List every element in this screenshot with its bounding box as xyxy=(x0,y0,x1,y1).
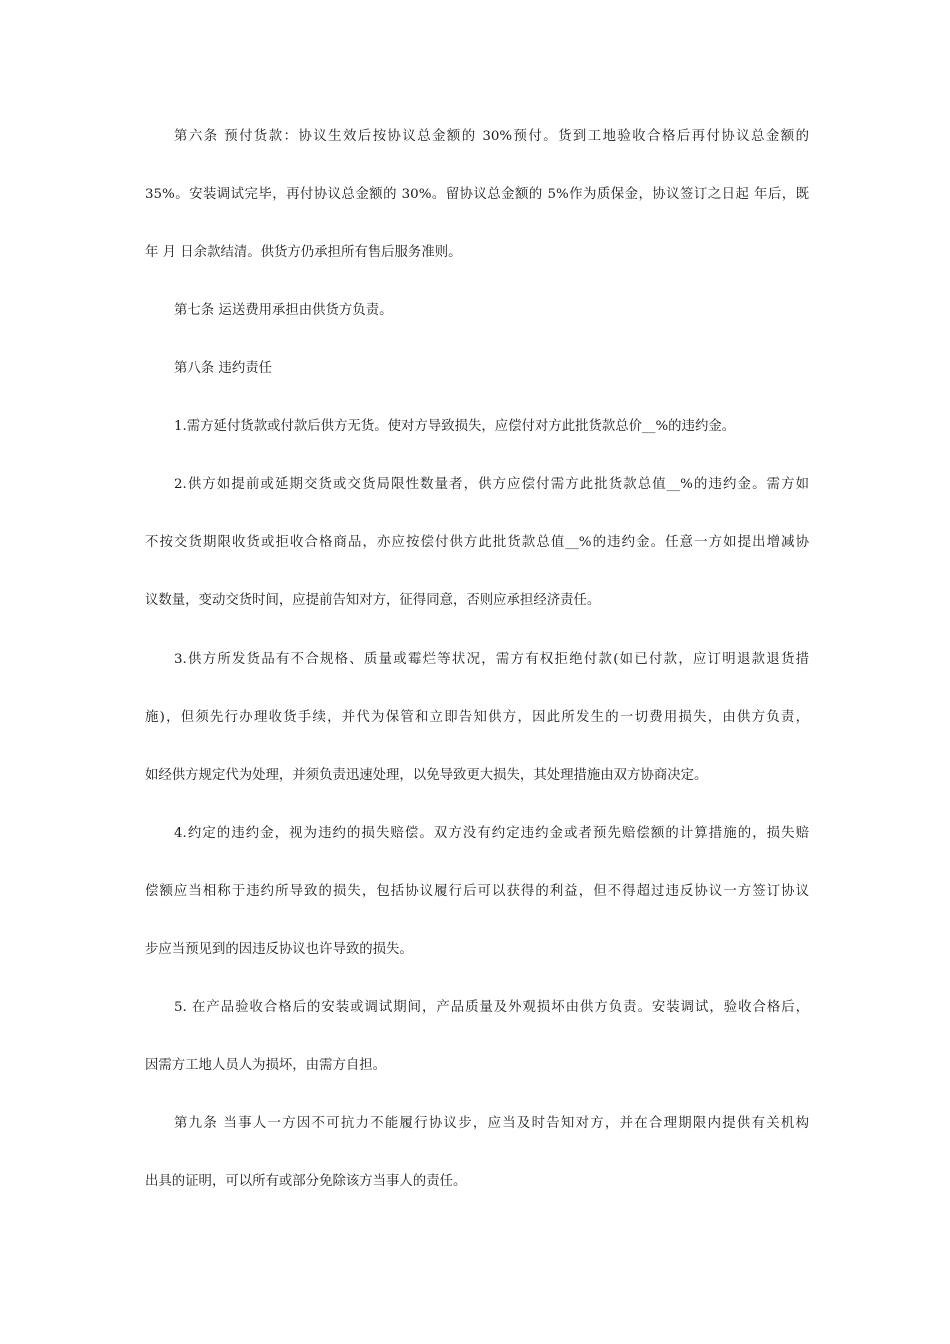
clause-3-line-1: 3.供方所发货品有不合规格、质量或霉烂等状况，需方有权拒绝付款(如已付款，应订明退款退货措 xyxy=(174,652,809,667)
clause-4-line-3: 步应当预见到的因违反协议也许导致的损失。 xyxy=(145,942,413,957)
clause-2-line-1: 2.供方如提前或延期交货或交货局限性数量者，供方应偿付需方此批货款总值__%的违约金。需方如 xyxy=(174,477,809,492)
article-9-line-1: 第九条 当事人一方因不可抗力不能履行协议步，应当及时告知对方，并在合理期限内提供有关机构 xyxy=(174,1116,809,1131)
clause-4-line-1: 4.约定的违约金，视为违约的损失赔偿。双方没有约定违约金或者预先赔偿额的计算措施的，损失赔 xyxy=(174,826,809,841)
clause-2-line-3: 议数量，变动交货时间，应提前告知对方，征得同意，否则应承担经济责任。 xyxy=(145,593,601,608)
clause-5-line-2: 因需方工地人员人为损坏，由需方自担。 xyxy=(145,1058,387,1073)
clause-1-line-1: 1.需方延付货款或付款后供方无货。使对方导致损失，应偿付对方此批货款总价__%的违约金。 xyxy=(174,419,736,434)
clause-2-line-2: 不按交货期限收货或拒收合格商品，亦应按偿付供方此批货款总值__%的违约金。任意一方如提出增减协 xyxy=(145,535,809,550)
article-8-heading: 第八条 违约责任 xyxy=(174,361,272,376)
clause-3-line-2: 施)，但须先行办理收货手续，并代为保管和立即告知供方，因此所发生的一切费用损失，由供方负责， xyxy=(145,710,809,725)
clause-5-line-1: 5. 在产品验收合格后的安装或调试期间，产品质量及外观损坏由供方负责。安装调试，验收合格后， xyxy=(174,1000,809,1015)
clause-4-line-2: 偿额应当相称于违约所导致的损失，包括协议履行后可以获得的利益，但不得超过违反协议一方签订协议 xyxy=(145,884,809,899)
article-9-line-2: 出具的证明，可以所有或部分免除该方当事人的责任。 xyxy=(145,1174,467,1189)
article-6-line-1: 第六条 预付货款：协议生效后按协议总金额的 30%预付。货到工地验收合格后再付协议总金额的 xyxy=(174,129,809,144)
clause-3-line-3: 如经供方规定代为处理，并须负责迅速处理，以免导致更大损失，其处理措施由双方协商决定。 xyxy=(145,768,708,783)
article-7-line: 第七条 运送费用承担由供货方负责。 xyxy=(174,303,393,318)
article-6-line-2: 35%。安装调试完毕，再付协议总金额的 30%。留协议总金额的 5%作为质保金，协议签订之日起 年后，既 xyxy=(145,187,809,202)
article-6-line-3: 年 月 日余款结清。供货方仍承担所有售后服务准则。 xyxy=(145,245,462,260)
